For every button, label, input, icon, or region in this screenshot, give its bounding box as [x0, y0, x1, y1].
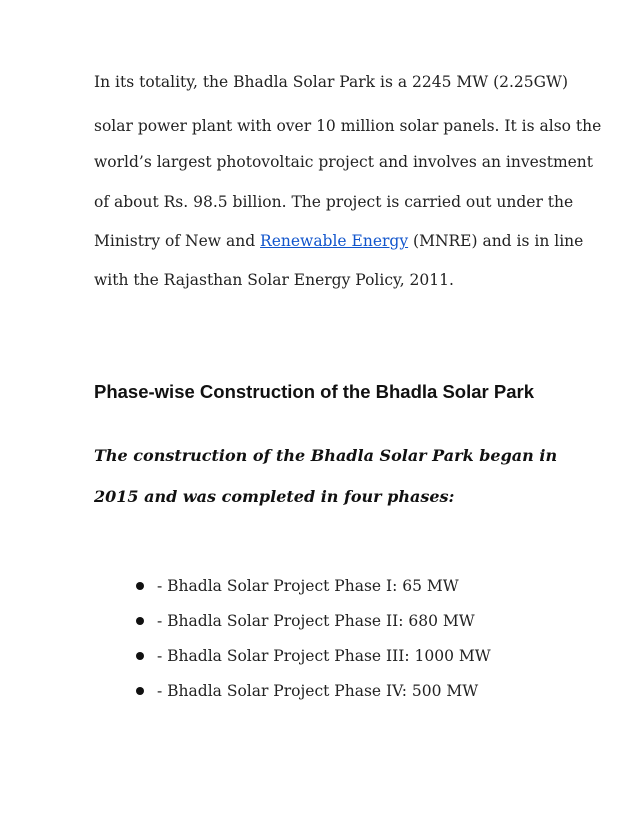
list-item-text: - Bhadla Solar Project Phase II: 680 MW [157, 611, 475, 630]
paragraph-line: with the Rajasthan Solar Energy Policy, 2011. [94, 271, 454, 289]
list-item [136, 603, 491, 638]
list-item [136, 673, 491, 708]
paragraph-line: solar power plant with over 10 million solar panels. It is also the [94, 117, 602, 135]
paragraph-line: world’s largest photovoltaic project and involves an investment [94, 153, 594, 171]
paragraph-text: (MNRE) and is in line [408, 232, 584, 250]
phase-list [136, 568, 491, 708]
paragraph-text: Ministry of New and [94, 232, 261, 250]
intro-text: 2015 and was completed in four phases: [94, 487, 455, 506]
bullet-icon [136, 617, 144, 625]
bullet-icon [136, 687, 144, 695]
renewable-energy-link[interactable]: Renewable Energy [260, 232, 409, 250]
section-heading: Phase-wise Construction of the Bhadla Solar Park [94, 381, 534, 402]
list-item-text: - Bhadla Solar Project Phase III: 1000 MW [157, 646, 491, 665]
intro-text: The construction of the Bhadla Solar Park began in [94, 446, 558, 465]
list-item [136, 638, 491, 673]
paragraph-line-with-link [94, 231, 583, 251]
paragraph-line: In its totality, the Bhadla Solar Park is a 2245 MW (2.25GW) [94, 73, 569, 91]
list-item [136, 568, 491, 603]
bullet-icon [136, 652, 144, 660]
list-item-text: - Bhadla Solar Project Phase I: 65 MW [157, 576, 459, 595]
paragraph-line: of about Rs. 98.5 billion. The project is carried out under the [94, 193, 574, 211]
list-item-text: - Bhadla Solar Project Phase IV: 500 MW [157, 681, 479, 700]
bullet-icon [136, 582, 144, 590]
